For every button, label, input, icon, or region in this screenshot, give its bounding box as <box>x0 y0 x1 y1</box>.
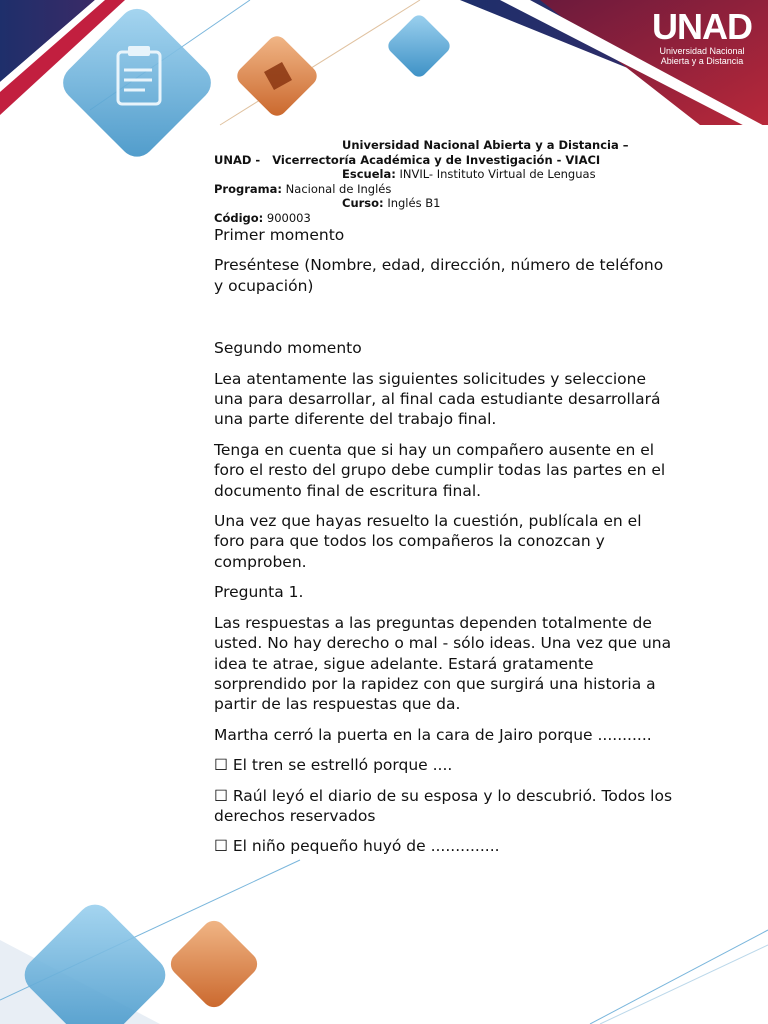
codigo-label: Código: <box>214 210 264 225</box>
unad-logo <box>652 8 752 66</box>
pregunta-heading: Pregunta 1. <box>214 583 304 602</box>
option-3 <box>214 836 674 856</box>
absent-partner-paragraph: Tenga en cuenta que si hay un compañero ausente en el foro el resto del grupo debe cumplir todas las partes en el documento final de escritura final. <box>214 440 666 500</box>
codigo-value: 900003 <box>266 210 311 225</box>
escuela-line <box>214 167 654 182</box>
escuela-label: Escuela: <box>342 167 396 182</box>
vicerrectoria: Vicerrectoría Académica y de Investigación - VIACI <box>272 152 601 167</box>
publish-paragraph: Una vez que hayas resuelto la cuestión, publícala en el foro para que todos los compañeros la conozcan y comproben. <box>214 512 642 571</box>
unad-prefix: UNAD - <box>214 152 261 167</box>
presentese-paragraph: Preséntese (Nombre, edad, dirección, número de teléfono y ocupación) <box>214 256 664 295</box>
logo-line-1: Universidad Nacional <box>659 46 745 56</box>
primer-momento-heading: Primer momento <box>214 226 345 244</box>
option-2 <box>214 786 674 827</box>
programa-value: Nacional de Inglés <box>285 181 392 196</box>
codigo-line <box>214 211 654 226</box>
bottom-left-corner-shape <box>0 860 300 1024</box>
logo-mark: UNAD <box>652 6 752 47</box>
document-header <box>214 138 654 226</box>
martha-prompt: Martha cerró la puerta en la cara de Jairo porque ........... <box>214 725 652 744</box>
checkbox-icon[interactable]: ☐ <box>214 837 228 856</box>
book-tile <box>233 32 321 120</box>
option-2-text: Raúl leyó el diario de su esposa y lo descubrió. Todos los derechos reservados <box>214 786 673 825</box>
option-3-text: El niño pequeño huyó de .............. <box>232 837 500 856</box>
vicerrectoria-line <box>214 153 654 168</box>
university-name: Universidad Nacional Abierta y a Distancia – <box>342 138 629 152</box>
logo-line-2: Abierta y a Distancia <box>660 56 744 66</box>
segundo-momento-heading: Segundo momento <box>214 339 362 358</box>
option-1 <box>214 755 674 775</box>
document-body <box>214 225 674 857</box>
curso-label: Curso: <box>342 196 384 211</box>
programa-line <box>214 182 654 197</box>
instructions-paragraph: Lea atentamente las siguientes solicitudes y seleccione una para desarrollar, al final cada estudiante desarrollará una parte diferente del trabajo final. <box>214 369 661 429</box>
checkbox-icon[interactable]: ☐ <box>214 786 228 805</box>
answers-paragraph: Las respuestas a las preguntas dependen totalmente de usted. No hay derecho o mal - sólo ideas. Una vez que una idea te atrae, sigue adelante. Estará gratamente sorprendido por la rapidez con que surgirá una historia a partir de las respuestas que da. <box>214 613 672 714</box>
escuela-value: INVIL- Instituto Virtual de Lenguas <box>399 167 596 182</box>
checkbox-icon[interactable]: ☐ <box>214 756 228 775</box>
blue-tile-small <box>385 12 453 80</box>
curso-value: Inglés B1 <box>387 196 441 211</box>
programa-label: Programa: <box>214 181 283 196</box>
bottom-right-lines <box>590 930 768 1024</box>
curso-line <box>214 196 654 211</box>
option-1-text: El tren se estrelló porque .... <box>232 756 453 775</box>
